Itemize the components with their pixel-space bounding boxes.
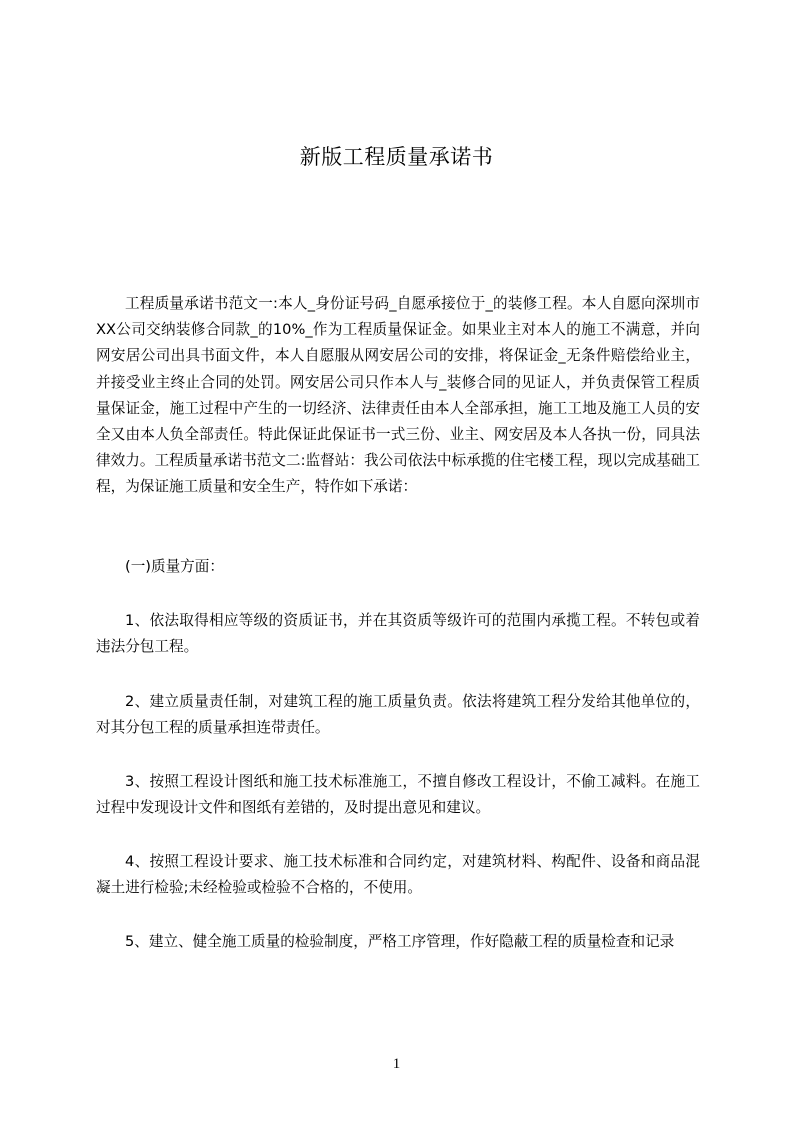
paragraph-quality-heading: (一)质量方面：	[125, 558, 224, 575]
document-title: 新版工程质量承诺书	[299, 145, 494, 169]
paragraph-item-2: 2、建立质量责任制，对建筑工程的施工质量负责。依法将建筑工程分发给其他单位的，对其分包工程的质量承担连带责任。	[96, 693, 700, 737]
paragraph-intro: 工程质量承诺书范文一:本人_身份证号码_自愿承接位于_的装修工程。本人自愿向深圳市XX公司交纳装修合同款_的10%_作为工程质量保证金。如果业主对本人的施工不满意，并向网安居公司出具书面文件，本人自愿服从网安居公司的安排，将保证金_无条件赔偿给业主，并接受业主终止合同的处罚。网安居公司只作本人与_装修合同的见证人，并负责保管工程质量保证金，施工过程中产生的一切经济、法律责任由本人全部承担，施工工地及施工人员的安全又由本人负全部责任。特此保证此保证书一式三份、业主、网安居及本人各执一份，同具法律效力。工程质量承诺书范文二:监督站：我公司依法中标承揽的住宅楼工程，现以完成基础工程，为保证施工质量和安全生产，特作如下承诺：	[96, 295, 700, 496]
paragraph-item-3: 3、按照工程设计图纸和施工技术标准施工，不擅自修改工程设计，不偷工减料。在施工过程中发现设计文件和图纸有差错的，及时提出意见和建议。	[96, 773, 700, 817]
paragraph-item-4: 4、按照工程设计要求、施工技术标准和合同约定，对建筑材料、构配件、设备和商品混凝土进行检验;未经检验或检验不合格的，不使用。	[96, 853, 700, 897]
paragraph-item-5: 5、建立、健全施工质量的检验制度，严格工序管理，作好隐蔽工程的质量检查和记录	[125, 933, 675, 950]
page-number: 1	[392, 1056, 401, 1072]
paragraph-item-1: 1、依法取得相应等级的资质证书，并在其资质等级许可的范围内承揽工程。不转包或着违法分包工程。	[96, 612, 700, 656]
